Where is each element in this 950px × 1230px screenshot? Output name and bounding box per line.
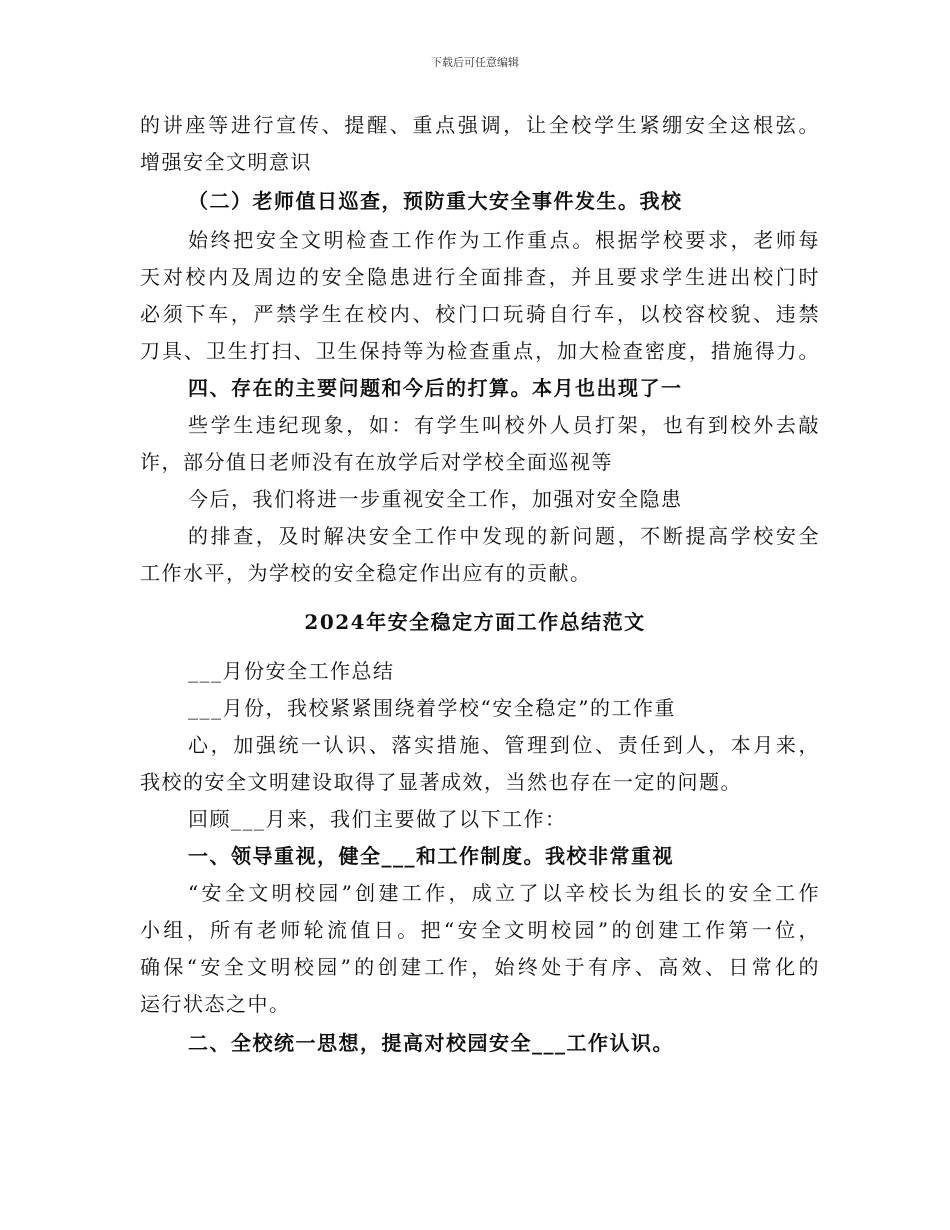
page-header: 下载后可任意编辑 xyxy=(431,56,519,69)
document-title: 2024年安全稳定方面工作总结范文 xyxy=(304,610,646,634)
body-line: 天对校内及周边的安全隐患进行全面排查，并且要求学生进出校门时 xyxy=(140,265,820,289)
body-line: ___月份，我校紧紧围绕着学校“安全稳定”的工作重 xyxy=(188,696,676,720)
body-line: 的排查，及时解决安全工作中发现的新问题，不断提高学校安全 xyxy=(188,524,820,548)
body-line: 增强安全文明意识 xyxy=(140,150,312,174)
body-line: 确保“安全文明校园”的创建工作，始终处于有序、高效、日常化的 xyxy=(140,955,820,979)
body-line: 心，加强统一认识、落实措施、管理到位、责任到人，本月来， xyxy=(188,733,820,757)
body-line: 运行状态之中。 xyxy=(140,992,291,1016)
body-line: 工作水平，为学校的安全稳定作出应有的贡献。 xyxy=(140,561,592,585)
body-line: ___月份安全工作总结 xyxy=(188,659,395,683)
section-heading: 二、全校统一思想，提高对校园安全___工作认识。 xyxy=(188,1031,674,1055)
body-line: 回顾___月来，我们主要做了以下工作： xyxy=(188,807,567,831)
section-heading: 四、存在的主要问题和今后的打算。本月也出现了一 xyxy=(188,376,683,400)
body-line: 今后，我们将进一步重视安全工作，加强对安全隐患 xyxy=(188,487,683,511)
body-line: 刀具、卫生打扫、卫生保持等为检查重点，加大检查密度，措施得力。 xyxy=(140,339,820,363)
section-heading: （二）老师值日巡查，预防重大安全事件发生。我校 xyxy=(188,189,683,213)
body-line: 我校的安全文明建设取得了显著成效，当然也存在一定的问题。 xyxy=(140,770,742,794)
body-line: 必须下车，严禁学生在校内、校门口玩骑自行车，以校容校貌、违禁 xyxy=(140,302,820,326)
body-line: 小组，所有老师轮流值日。把“安全文明校园”的创建工作第一位， xyxy=(140,918,820,942)
body-line: 诈，部分值日老师没有在放学后对学校全面巡视等 xyxy=(140,450,613,474)
body-line: “安全文明校园”创建工作，成立了以辛校长为组长的安全工作 xyxy=(188,881,820,905)
body-line: 始终把安全文明检查工作作为工作重点。根据学校要求，老师每 xyxy=(188,228,820,252)
section-heading: 一、领导重视，健全___和工作制度。我校非常重视 xyxy=(188,844,674,868)
body-line: 的讲座等进行宣传、提醒、重点强调，让全校学生紧绷安全这根弦。 xyxy=(140,113,820,137)
body-line: 些学生违纪现象，如：有学生叫校外人员打架，也有到校外去敲 xyxy=(188,413,820,437)
